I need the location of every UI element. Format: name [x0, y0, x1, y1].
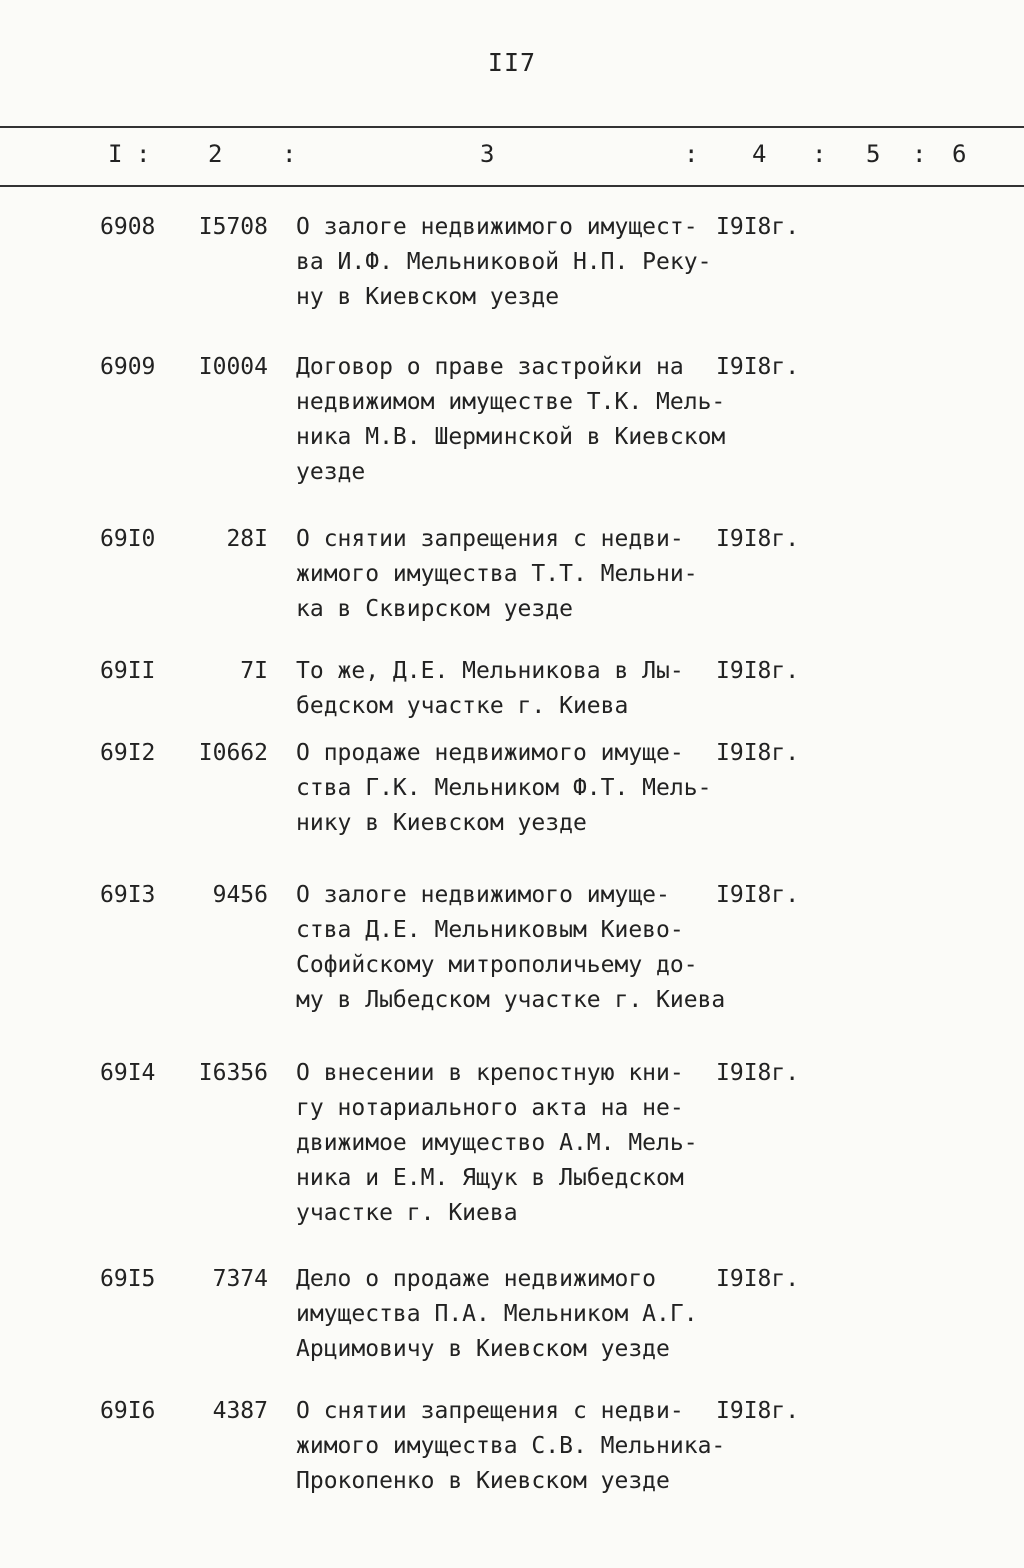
- item-title-line: О снятии запрещения с недви-: [296, 1398, 684, 1424]
- column-separator: :: [136, 140, 151, 168]
- item-year: I9I8г.: [716, 354, 800, 380]
- item-title: [296, 1262, 716, 1367]
- item-title-line: ника М.В. Шерминской в Киевском: [296, 424, 726, 450]
- item-number: 69I0: [100, 526, 156, 552]
- item-title-line: Прокопенко в Киевском уезде: [296, 1468, 670, 1494]
- item-title: [296, 1394, 726, 1499]
- header-top-rule: [0, 126, 1024, 128]
- item-code: 9456: [212, 882, 268, 908]
- item-title-line: движимое имущество А.М. Мель-: [296, 1130, 698, 1156]
- item-year: I9I8г.: [716, 1398, 800, 1424]
- column-header-5: 5: [866, 140, 881, 168]
- item-title-line: участке г. Киева: [296, 1200, 518, 1226]
- item-title-line: Арцимовичу в Киевском уезде: [296, 1336, 670, 1362]
- item-number: 69I3: [100, 882, 156, 908]
- item-title-line: Софийскому митрополичьему до-: [296, 952, 698, 978]
- item-code: 7374: [212, 1266, 268, 1292]
- column-header-1: I: [108, 140, 123, 168]
- item-year: I9I8г.: [716, 1060, 800, 1086]
- item-code: I5708: [198, 214, 268, 240]
- item-code: I0662: [198, 740, 268, 766]
- item-title-line: уезде: [296, 459, 366, 485]
- item-code: 28I: [226, 526, 268, 552]
- column-separator: :: [812, 140, 827, 168]
- item-code: 7I: [240, 658, 268, 684]
- item-title-line: О снятии запрещения с недви-: [296, 526, 684, 552]
- item-year: I9I8г.: [716, 1266, 800, 1292]
- item-title-line: жимого имущества С.В. Мельника-: [296, 1433, 726, 1459]
- item-title-line: То же, Д.Е. Мельникова в Лы-: [296, 658, 684, 684]
- item-title-line: недвижимом имуществе Т.К. Мель-: [296, 389, 726, 415]
- item-code: 4387: [212, 1398, 268, 1424]
- item-title-line: гу нотариального акта на не-: [296, 1095, 684, 1121]
- item-year: I9I8г.: [716, 214, 800, 240]
- item-title: [296, 210, 716, 315]
- item-title-line: О залоге недвижимого имущест-: [296, 214, 698, 240]
- item-number: 69II: [100, 658, 156, 684]
- item-title-line: жимого имущества Т.Т. Мельни-: [296, 561, 698, 587]
- item-title: [296, 350, 726, 490]
- item-title-line: О залоге недвижимого имуще-: [296, 882, 670, 908]
- column-header-3: 3: [480, 140, 495, 168]
- item-title: [296, 1056, 716, 1231]
- page-number: II7: [487, 48, 537, 77]
- header-bottom-rule: [0, 185, 1024, 187]
- item-number: 69I5: [100, 1266, 156, 1292]
- item-number: 69I2: [100, 740, 156, 766]
- item-number: 69I4: [100, 1060, 156, 1086]
- item-number: 6908: [100, 214, 156, 240]
- item-title-line: ника и Е.М. Ящук в Лыбедском: [296, 1165, 684, 1191]
- item-title-line: О внесении в крепостную кни-: [296, 1060, 684, 1086]
- column-header-2: 2: [208, 140, 223, 168]
- item-code: I6356: [198, 1060, 268, 1086]
- item-number: 6909: [100, 354, 156, 380]
- column-separator: :: [282, 140, 297, 168]
- item-title: [296, 522, 716, 627]
- item-title-line: ва И.Ф. Мельниковой Н.П. Реку-: [296, 249, 712, 275]
- item-number: 69I6: [100, 1398, 156, 1424]
- item-title: [296, 654, 716, 724]
- item-title-line: имущества П.А. Мельником А.Г.: [296, 1301, 698, 1327]
- item-year: I9I8г.: [716, 882, 800, 908]
- item-title: [296, 736, 716, 841]
- item-year: I9I8г.: [716, 658, 800, 684]
- item-title-line: ка в Сквирском уезде: [296, 596, 573, 622]
- item-title-line: му в Лыбедском участке г. Киева: [296, 987, 726, 1013]
- item-year: I9I8г.: [716, 740, 800, 766]
- item-title-line: нику в Киевском уезде: [296, 810, 587, 836]
- column-separator: :: [684, 140, 699, 168]
- column-header-6: 6: [952, 140, 967, 168]
- item-title-line: бедском участке г. Киева: [296, 693, 629, 719]
- item-code: I0004: [198, 354, 268, 380]
- item-title-line: ства Д.Е. Мельниковым Киево-: [296, 917, 684, 943]
- column-header-4: 4: [752, 140, 767, 168]
- item-title-line: ства Г.К. Мельником Ф.Т. Мель-: [296, 775, 712, 801]
- column-separator: :: [912, 140, 927, 168]
- item-title-line: ну в Киевском уезде: [296, 284, 560, 310]
- item-title-line: Дело о продаже недвижимого: [296, 1266, 657, 1292]
- item-title: [296, 878, 726, 1018]
- item-title-line: О продаже недвижимого имуще-: [296, 740, 684, 766]
- item-title-line: Договор о праве застройки на: [296, 354, 684, 380]
- item-year: I9I8г.: [716, 526, 800, 552]
